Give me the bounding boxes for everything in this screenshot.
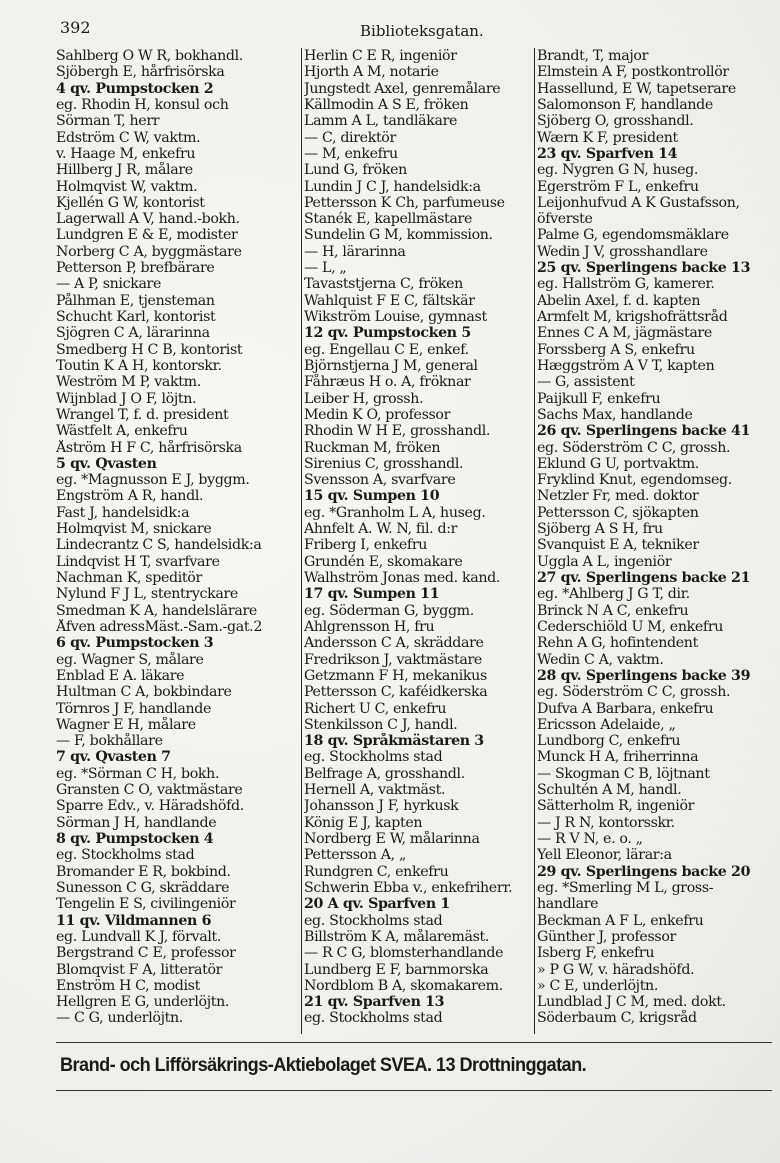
directory-columns [56,48,772,1034]
directory-entry: Åfven adressMäst.-Sam.-gat.2 [56,618,263,635]
directory-entry: v. Haage M, enkefru [56,145,196,162]
directory-entry: Lamm A L, tandläkare [304,113,458,130]
directory-entry: eg. *Granholm L A, huseg. [304,504,486,521]
directory-entry: Nylund F J L, stentryckare [56,586,238,603]
directory-entry: eg. Söderman G, byggm. [304,602,474,619]
directory-entry: Pålhman E, tjensteman [56,292,215,309]
block-heading: 26 qv. Sperlingens backe 41 [537,423,751,440]
directory-entry: Holmqvist W, vaktm. [56,178,198,195]
directory-entry: — J R N, kontorsskr. [537,814,675,831]
directory-entry: eg. Stockholms stad [304,912,443,929]
directory-entry: Salomonson F, handlande [537,96,713,113]
directory-entry: » P G W, v. häradshöfd. [537,961,695,978]
directory-entry: Wedin J V, grosshandlare [537,243,708,260]
block-heading: 17 qv. Sumpen 11 [304,586,440,603]
directory-entry: Brandt, T, major [537,48,649,64]
directory-entry: Pettersson C, sjökapten [537,504,699,521]
directory-entry: Sirenius C, grosshandl. [304,455,464,472]
directory-entry: eg. Söderström C C, grossh. [537,684,731,701]
directory-entry: Lundberg E F, barnmorska [304,961,489,978]
directory-entry: eg. *Magnusson E J, byggm. [56,472,250,489]
directory-entry: eg. Engellau C E, enkef. [304,341,469,358]
directory-entry: Smedman K A, handelslärare [56,602,257,619]
directory-entry: König E J, kapten [304,814,423,831]
directory-entry: — F, bokhållare [56,733,163,750]
directory-entry: Sahlberg O W R, bokhandl. [56,48,243,64]
directory-entry: Enström H C, modist [56,977,200,994]
directory-entry: Günther J, professor [537,928,676,945]
directory-entry: Wästfelt A, enkefru [56,423,188,440]
directory-entry: Sätterholm R, ingeniör [537,798,695,815]
directory-entry: Leiber H, grossh. [304,390,424,407]
directory-entry: eg. *Smerling M L, gross- [537,879,714,896]
directory-entry: Tengelin E S, civilingeniör [56,896,236,913]
block-heading: 12 qv. Pumpstocken 5 [304,325,471,342]
directory-entry: Sachs Max, handlande [537,406,693,423]
directory-entry: Wedin C A, vaktm. [537,651,664,668]
directory-entry: Björnstjerna J M, general [304,357,478,374]
directory-entry: Uggla A L, ingeniör [537,553,672,570]
directory-entry: — H, lärarinna [304,243,406,260]
directory-entry: Richert U C, enkefru [304,700,447,717]
directory-entry: Wagner E H, målare [56,716,196,733]
directory-entry: Munck H A, friherrinna [537,749,699,766]
directory-entry: Hjorth A M, notarie [304,64,439,81]
directory-entry: Weström M P, vaktm. [56,374,201,391]
directory-column-2 [301,48,534,1034]
directory-entry: Sparre Edv., v. Häradshöfd. [56,798,244,815]
directory-entry: Sjöberg A S H, fru [537,521,663,538]
block-heading: 5 qv. Qvasten [56,455,157,472]
directory-entry: Smedberg H C B, kontorist [56,341,243,358]
block-heading: 25 qv. Sperlingens backe 13 [537,260,751,277]
footer-rule-top [56,1042,772,1043]
directory-entry: Svanquist E A, tekniker [537,537,699,554]
directory-entry: öfverste [537,211,593,228]
directory-entry: — A P, snickare [56,276,162,293]
directory-entry: Sjögren C A, lärarinna [56,325,210,342]
directory-entry: — M, enkefru [304,145,398,162]
directory-entry: Herlin C E R, ingeniör [304,48,457,64]
directory-entry: Ahnfelt A. W. N, fil. d:r [304,521,458,538]
directory-entry: Fåhræus H o. A, fröknar [304,374,471,391]
directory-entry: Hæggström A V T, kapten [537,357,715,374]
directory-entry: Norberg C A, byggmästare [56,243,242,260]
directory-entry: — G, assistent [537,374,635,391]
directory-entry: Tavaststjerna C, fröken [304,276,463,293]
directory-entry: Bromander E R, bokbind. [56,863,231,880]
directory-entry: Eklund G U, portvaktm. [537,455,700,472]
block-heading: 7 qv. Qvasten 7 [56,749,171,766]
directory-entry: Petterson P, brefbärare [56,260,215,277]
directory-entry: Källmodin A S E, fröken [304,96,469,113]
directory-entry: Enblad E A. läkare [56,667,185,684]
directory-entry: Belfrage A, grosshandl. [304,765,465,782]
directory-entry: Åström H F C, hårfrisörska [56,439,242,456]
directory-entry: Lagerwall A V, hand.-bokh. [56,211,240,228]
directory-entry: Hultman C A, bokbindare [56,684,232,701]
block-heading: 23 qv. Sparfven 14 [537,145,678,162]
directory-entry: Cederschiöld U M, enkefru [537,618,724,635]
directory-entry: Lundin J C J, handelsidk:a [304,178,481,195]
directory-entry: handlare [537,896,599,913]
directory-entry: Stanék E, kapellmästare [304,211,472,228]
directory-entry: Ericsson Adelaide, „ [537,716,676,733]
directory-entry: Kjellén G W, kontorist [56,194,205,211]
directory-entry: Wahlquist F E C, fältskär [304,292,475,309]
directory-entry: Schwerin Ebba v., enkefriherr. [304,879,513,896]
directory-entry: Forssberg A S, enkefru [537,341,695,358]
directory-column-3 [534,48,775,1034]
directory-entry: Netzler Fr, med. doktor [537,488,699,505]
footer-advertisement: Brand- och Lifförsäkrings-Aktiebolaget SVEA. 13 Drottninggatan. [60,1054,587,1076]
page-header [60,18,760,44]
directory-column-1 [56,48,298,1034]
directory-entry: eg. Söderström C C, grossh. [537,439,731,456]
directory-entry: Friberg I, enkefru [304,537,428,554]
directory-entry: eg. Wagner S, målare [56,651,204,668]
directory-entry: — R V N, e. o. „ [537,831,643,847]
directory-entry: Fredrikson J, vaktmästare [304,651,482,668]
directory-entry: Rhodin W H E, grosshandl. [304,423,491,440]
directory-entry: Holmqvist M, snickare [56,521,212,538]
directory-entry: Billström K A, målaremäst. [304,928,490,945]
directory-entry: Söderbaum C, krigsråd [537,1010,697,1027]
directory-entry: eg. Stockholms stad [304,749,443,766]
directory-entry: Hassellund, E W, tapetserare [537,80,736,97]
directory-entry: eg. Hallström G, kamerer. [537,276,715,293]
directory-entry: Yell Eleonor, lärar:a [537,847,672,864]
directory-entry: eg. Lundvall K J, förvalt. [56,928,222,945]
directory-entry: eg. Nygren G N, huseg. [537,162,699,179]
directory-entry: Sundelin G M, kommission. [304,227,493,244]
directory-entry: Pettersson C, kaféidkerska [304,684,488,701]
directory-entry: Hillberg J R, målare [56,162,193,179]
directory-entry: Wijnblad J O F, löjtn. [56,390,197,407]
footer-rule-bottom [56,1090,772,1091]
block-heading: 8 qv. Pumpstocken 4 [56,831,214,847]
directory-entry: Rundgren C, enkefru [304,863,449,880]
block-heading: 29 qv. Sperlingens backe 20 [537,863,751,880]
block-heading: 6 qv. Pumpstocken 3 [56,635,214,652]
directory-entry: Sunesson C G, skräddare [56,879,230,896]
directory-entry: Ennes C A M, jägmästare [537,325,712,342]
block-heading: 15 qv. Sumpen 10 [304,488,440,505]
directory-entry: Sjöbergh E, hårfrisörska [56,64,225,81]
directory-entry: Lundgren E & E, modister [56,227,238,244]
directory-entry: Törnros J F, handlande [56,700,212,717]
directory-entry: Pettersson K Ch, parfumeuse [304,194,505,211]
directory-entry: Sjöberg O, grosshandl. [537,113,694,130]
page-number: 392 [60,18,91,37]
block-heading: 28 qv. Sperlingens backe 39 [537,667,751,684]
directory-entry: Abelin Axel, f. d. kapten [537,292,701,309]
directory-entry: Brinck N A C, enkefru [537,602,689,619]
directory-entry: Lund G, fröken [304,162,407,179]
directory-entry: » C E, underlöjtn. [537,977,658,994]
running-title: Biblioteksgatan. [360,22,484,40]
directory-entry: Isberg F, enkefru [537,945,655,962]
directory-entry: Jungstedt Axel, genremålare [304,80,501,97]
directory-entry: Ruckman M, fröken [304,439,441,456]
block-heading: 11 qv. Vildmannen 6 [56,912,212,929]
directory-entry: Toutin K A H, kontorskr. [56,357,222,374]
directory-entry: Bergstrand C E, professor [56,945,236,962]
directory-entry: Engström A R, handl. [56,488,204,505]
directory-entry: Medin K O, professor [304,406,451,423]
block-heading: 18 qv. Språkmästaren 3 [304,733,484,750]
directory-entry: — C, direktör [304,129,396,146]
directory-entry: Paijkull F, enkefru [537,390,661,407]
directory-entry: Hernell A, vaktmäst. [304,782,446,799]
block-heading: 27 qv. Sperlingens backe 21 [537,570,751,586]
directory-entry: Wrangel T, f. d. president [56,406,229,423]
block-heading: 4 qv. Pumpstocken 2 [56,80,214,97]
directory-entry: Elmstein A F, postkontrollör [537,64,729,81]
directory-entry: eg. *Sörman C H, bokh. [56,765,220,782]
directory-entry: eg. Stockholms stad [56,847,195,864]
directory-entry: Nordblom B A, skomakarem. [304,977,503,994]
directory-entry: Armfelt M, krigshofrättsråd [537,309,728,325]
directory-entry: Palme G, egendomsmäklare [537,227,729,244]
directory-entry: Blomqvist F A, litteratör [56,961,223,978]
directory-entry: Pettersson A, „ [304,847,407,864]
directory-entry: Rehn A G, hofintendent [537,635,698,652]
directory-entry: Egerström F L, enkefru [537,178,699,195]
directory-entry: Ahlgrensson H, fru [304,618,435,635]
directory-entry: eg. *Ahlberg J G T, dir. [537,586,690,603]
directory-entry: Getzmann F H, mekanikus [304,667,487,684]
directory-entry: Fryklind Knut, egendomseg. [537,472,732,489]
directory-entry: Wikström Louise, gymnast [304,309,487,325]
directory-entry: Lindqvist H T, svarfvare [56,553,220,570]
block-heading: 20 A qv. Sparfven 1 [304,896,450,913]
directory-entry: Walhström Jonas med. kand. [304,570,501,586]
block-heading: 21 qv. Sparfven 13 [304,994,445,1011]
directory-entry: Gransten C O, vaktmästare [56,782,243,799]
directory-entry: Hellgren E G, underlöjtn. [56,994,230,1011]
directory-entry: Lundborg C, enkefru [537,733,681,750]
directory-entry: Svensson A, svarfvare [304,472,456,489]
directory-entry: Schucht Karl, kontorist [56,309,216,325]
directory-entry: Dufva A Barbara, enkefru [537,700,714,717]
directory-entry: Lindecrantz C S, handelsidk:a [56,537,262,554]
directory-entry: Lundblad J C M, med. dokt. [537,994,726,1011]
directory-entry: — C G, underlöjtn. [56,1010,183,1027]
directory-entry: — L, „ [304,260,347,277]
directory-entry: Sörman T, herr [56,113,160,130]
directory-entry: Grundén E, skomakare [304,553,463,570]
directory-entry: — Skogman C B, löjtnant [537,765,710,782]
directory-entry: eg. Rhodin H, konsul och [56,96,229,113]
directory-entry: Andersson C A, skräddare [304,635,484,652]
directory-entry: Johansson J F, hyrkusk [304,798,459,815]
directory-entry: Wærn K F, president [537,129,678,146]
directory-entry: Stenkilsson C J, handl. [304,716,458,733]
directory-entry: Nordberg E W, målarinna [304,831,480,847]
directory-entry: Schultén A M, handl. [537,782,682,799]
directory-entry: Leijonhufvud A K Gustafsson, [537,194,740,211]
directory-entry: Fast J, handelsidk:a [56,504,190,521]
directory-entry: eg. Stockholms stad [304,1010,443,1027]
directory-entry: Beckman A F L, enkefru [537,912,704,929]
directory-entry: — R C G, blomsterhandlande [304,945,504,962]
directory-entry: Nachman K, speditör [56,570,202,586]
directory-entry: Edström C W, vaktm. [56,129,201,146]
directory-entry: Sörman J H, handlande [56,814,217,831]
